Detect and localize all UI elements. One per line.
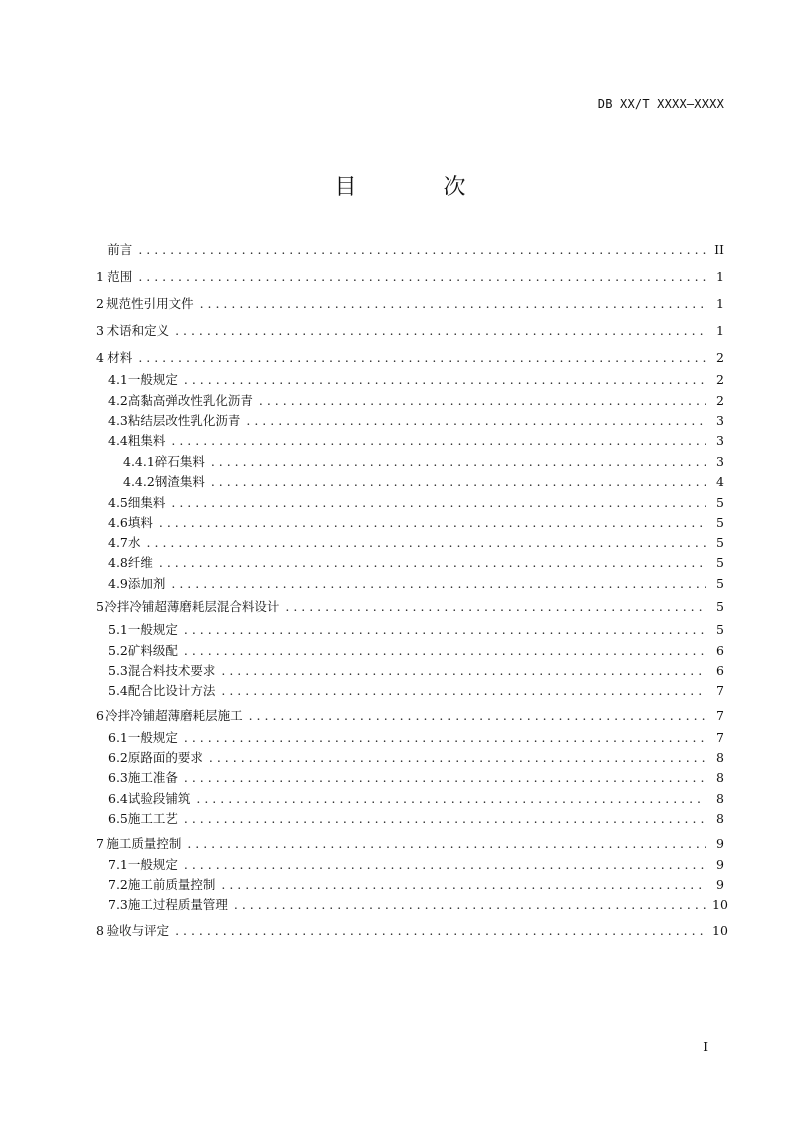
toc-dot-leader: [196, 789, 706, 809]
toc-entry-number: 4.1: [108, 372, 128, 387]
toc-entry-number: 5.3: [108, 663, 128, 678]
toc-entry-number: 4.7: [108, 535, 128, 550]
toc-entry[interactable]: [96, 641, 724, 661]
toc-entry[interactable]: [96, 681, 724, 701]
toc-dot-leader: [138, 240, 706, 260]
toc-entry-number: 6: [96, 708, 104, 723]
toc-entry-number: 5: [96, 599, 104, 614]
toc-entry-label: 前言: [107, 242, 133, 257]
toc-entry-page: 10: [712, 923, 728, 938]
toc-entry-page: 1: [716, 323, 724, 338]
toc-entry-page: 1: [716, 296, 724, 311]
toc-entry-page: 5: [716, 576, 724, 591]
toc-entry-number: 6.4: [108, 791, 128, 806]
toc-entry-label: 施工前质量控制: [127, 877, 216, 892]
toc-entry-label: 一般规定: [127, 372, 178, 387]
toc-entry-label: 高黏高弹改性乳化沥青: [127, 393, 253, 408]
toc-entry[interactable]: [96, 768, 724, 788]
toc-entry[interactable]: [96, 533, 724, 553]
toc-dot-leader: [171, 493, 706, 513]
toc-entry-label: 一般规定: [127, 622, 178, 637]
toc-entry[interactable]: [96, 370, 724, 390]
toc-entry-label: 试验段铺筑: [127, 791, 191, 806]
toc-dot-leader: [221, 681, 706, 701]
toc-entry-number: 7: [96, 836, 104, 851]
toc-entry-label: 混合料技术要求: [127, 663, 216, 678]
toc-dot-leader: [249, 706, 706, 726]
toc-entry-number: 4.4: [108, 433, 128, 448]
toc-entry-number: 4.2: [108, 393, 128, 408]
toc-dot-leader: [184, 809, 706, 829]
toc-entry[interactable]: [96, 834, 724, 854]
toc-entry-page: 8: [716, 770, 724, 785]
toc-entry-label: 细集料: [127, 495, 166, 510]
toc-entry-page: 5: [716, 515, 724, 530]
toc-entry[interactable]: [96, 875, 724, 895]
toc-entry-number: 4.4.2: [123, 474, 155, 489]
toc-entry-number: 2: [96, 296, 104, 311]
toc-dot-leader: [184, 728, 706, 748]
toc-entry-page: 5: [716, 495, 724, 510]
toc-entry[interactable]: [96, 391, 724, 411]
toc-entry-page: 6: [716, 643, 724, 658]
toc-dot-leader: [171, 431, 706, 451]
toc-entry-label: 原路面的要求: [127, 750, 203, 765]
toc-dot-leader: [209, 748, 706, 768]
page-title: 目 次: [334, 175, 506, 200]
toc-dot-leader: [184, 641, 706, 661]
toc-entry[interactable]: [96, 895, 728, 915]
toc-entry-label: 填料: [127, 515, 153, 530]
toc-entry-label: 验收与评定: [106, 923, 170, 938]
toc-entry-label: 一般规定: [127, 730, 178, 745]
toc-entry-page: 5: [716, 555, 724, 570]
toc-entry-number: 4.5: [108, 495, 128, 510]
toc-dot-leader: [211, 452, 706, 472]
toc-entry-page: 10: [712, 897, 728, 912]
toc-entry-label: 粗集料: [127, 433, 166, 448]
toc-dot-leader: [211, 472, 706, 492]
toc-entry[interactable]: [96, 240, 724, 260]
toc-entry[interactable]: [96, 493, 724, 513]
toc-entry-page: 2: [716, 393, 724, 408]
toc-entry[interactable]: [96, 921, 728, 941]
toc-entry-label: 配合比设计方法: [127, 683, 216, 698]
toc-entry-page: 5: [716, 599, 724, 614]
toc-entry-label: 钢渣集料: [154, 474, 205, 489]
toc-entry-page: 1: [716, 269, 724, 284]
toc-entry[interactable]: [96, 321, 724, 341]
toc-entry-page: 7: [716, 683, 724, 698]
toc-entry-label: 纤维: [127, 555, 153, 570]
toc-dot-leader: [184, 620, 706, 640]
toc-entry[interactable]: [96, 294, 724, 314]
toc-entry-number: 6.3: [108, 770, 128, 785]
toc-entry-label: 矿料级配: [127, 643, 178, 658]
toc-entry[interactable]: [96, 597, 724, 617]
toc-entry-label: 施工工艺: [127, 811, 178, 826]
toc-entry[interactable]: [96, 431, 724, 451]
toc-entry-number: 6.5: [108, 811, 128, 826]
toc-entry[interactable]: [96, 661, 724, 681]
toc-entry-label: 范围: [107, 269, 133, 284]
toc-dot-leader: [147, 533, 706, 553]
toc-entry-label: 冷拌冷铺超薄磨耗层混合料设计: [104, 599, 280, 614]
toc-entry-page: 5: [716, 535, 724, 550]
toc-entry-page: 9: [716, 836, 724, 851]
toc-entry-number: 7.3: [108, 897, 128, 912]
toc-entry-number: 5.2: [108, 643, 128, 658]
toc-entry-label: 施工过程质量管理: [127, 897, 228, 912]
toc-entry-label: 术语和定义: [106, 323, 170, 338]
toc-dot-leader: [171, 574, 706, 594]
toc-entry-number: 3: [96, 323, 104, 338]
toc-entry[interactable]: [96, 411, 724, 431]
toc-entry-label: 材料: [107, 350, 133, 365]
toc-entry-page: 7: [716, 708, 724, 723]
toc-entry-number: 5.4: [108, 683, 128, 698]
toc-entry-number: 6.2: [108, 750, 128, 765]
toc-dot-leader: [175, 921, 706, 941]
toc-entry-number: 4.9: [108, 576, 128, 591]
toc-entry-page: 6: [716, 663, 724, 678]
toc-entry-page: 2: [716, 350, 724, 365]
toc-dot-leader: [184, 855, 706, 875]
toc-dot-leader: [221, 875, 706, 895]
toc-entry[interactable]: [96, 513, 724, 533]
toc-entry-number: 4.6: [108, 515, 128, 530]
toc-entry-number: 7.1: [108, 857, 128, 872]
toc-entry-label: 冷拌冷铺超薄磨耗层施工: [105, 708, 243, 723]
toc-dot-leader: [138, 348, 706, 368]
toc-entry-page: 3: [716, 413, 724, 428]
toc-dot-leader: [159, 553, 706, 573]
toc-entry-page: 8: [716, 750, 724, 765]
toc-entry[interactable]: [96, 348, 724, 368]
toc-entry-number: 4.8: [108, 555, 128, 570]
toc-entry-page: 5: [716, 622, 724, 637]
toc-entry-page: 3: [716, 454, 724, 469]
toc-entry-page: 3: [716, 433, 724, 448]
toc-dot-leader: [138, 267, 706, 287]
toc-dot-leader: [234, 895, 706, 915]
toc-dot-leader: [221, 661, 706, 681]
toc-entry-number: 6.1: [108, 730, 128, 745]
toc-entry-page: 9: [716, 877, 724, 892]
toc-entry-label: 规范性引用文件: [106, 296, 194, 311]
toc-entry-label: 添加剂: [127, 576, 166, 591]
toc-entry[interactable]: [96, 728, 724, 748]
toc-entry-page: II: [714, 242, 724, 257]
toc-dot-leader: [175, 321, 706, 341]
toc-dot-leader: [159, 513, 706, 533]
toc-entry-number: 4: [96, 350, 104, 365]
toc-entry-number: 4.4.1: [123, 454, 155, 469]
toc-dot-leader: [285, 597, 706, 617]
toc-entry-number: 5.1: [108, 622, 128, 637]
toc-dot-leader: [184, 768, 706, 788]
toc-entry-number: 8: [96, 923, 104, 938]
toc-entry-page: 8: [716, 791, 724, 806]
toc-entry-page: 4: [716, 474, 724, 489]
toc-entry-page: 9: [716, 857, 724, 872]
toc-entry-label: 水: [128, 535, 141, 550]
toc-entry[interactable]: [96, 267, 724, 287]
toc-entry[interactable]: [96, 706, 724, 726]
toc-entry-number: 7.2: [108, 877, 128, 892]
toc-entry-page: 7: [716, 730, 724, 745]
toc-entry[interactable]: [96, 748, 724, 768]
toc-entry[interactable]: [96, 620, 724, 640]
toc-entry[interactable]: [96, 452, 724, 472]
footer-page-number: I: [703, 1040, 708, 1054]
toc-entry-number: 4.3: [108, 413, 128, 428]
toc-dot-leader: [246, 411, 706, 431]
toc-dot-leader: [200, 294, 706, 314]
toc-dot-leader: [187, 834, 706, 854]
toc-entry[interactable]: [96, 553, 724, 573]
toc-dot-leader: [259, 391, 706, 411]
toc-entry[interactable]: [96, 472, 724, 492]
toc-entry-label: 碎石集料: [154, 454, 205, 469]
toc-entry-label: 粘结层改性乳化沥青: [127, 413, 241, 428]
toc-entry-label: 施工质量控制: [106, 836, 182, 851]
toc-dot-leader: [184, 370, 706, 390]
toc-entry-page: 8: [716, 811, 724, 826]
toc-entry-label: 施工准备: [127, 770, 178, 785]
toc-entry[interactable]: [96, 789, 724, 809]
toc-entry[interactable]: [96, 809, 724, 829]
toc-entry-label: 一般规定: [127, 857, 178, 872]
toc-entry[interactable]: [96, 574, 724, 594]
toc-entry-page: 2: [716, 372, 724, 387]
toc-entry-number: 1: [96, 269, 104, 284]
toc-entry[interactable]: [96, 855, 724, 875]
doc-code: DB XX/T XXXX—XXXX: [597, 97, 724, 111]
